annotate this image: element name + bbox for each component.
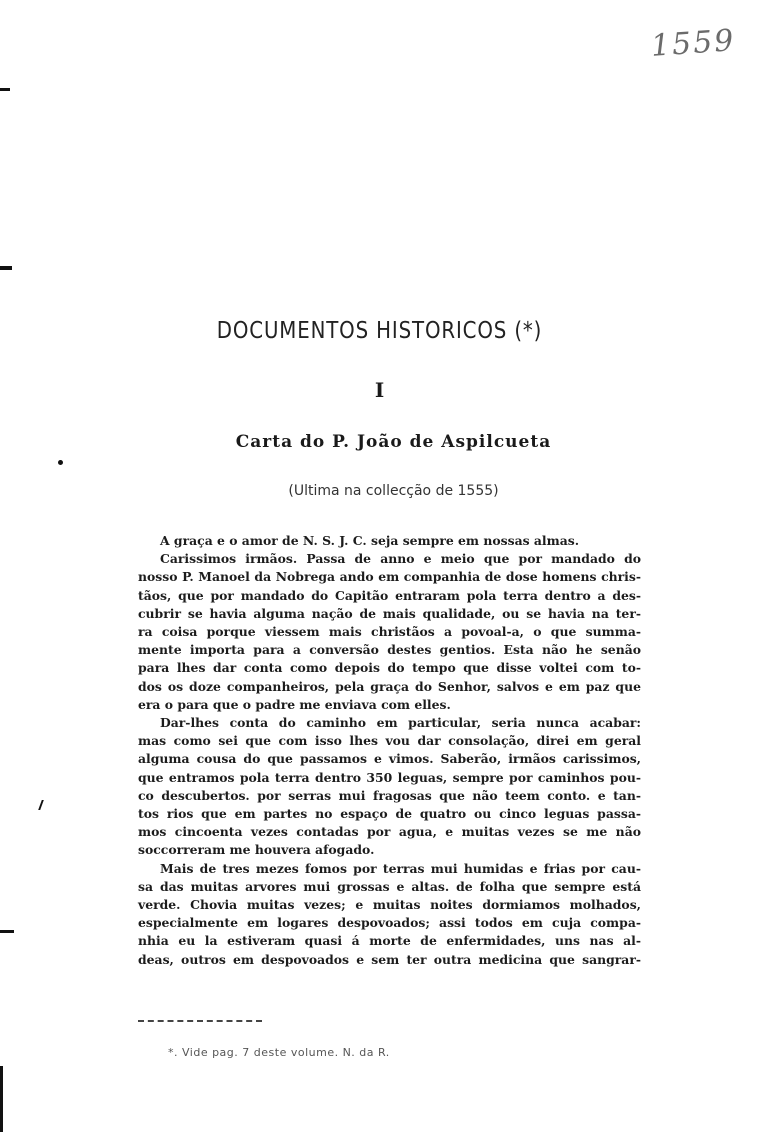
text-line: mas como sei que com isso lhes vou dar consolação, direi em geral: [138, 733, 641, 749]
text-line: dos os doze companheiros, pela graça do Senhor, salvos e em paz que: [138, 678, 641, 694]
text-line: para lhes dar conta como depois do tempo que disse voltei com to-: [138, 660, 641, 676]
text-line: nosso P. Manoel da Nobrega ando em companhia de dose homens chris-: [138, 569, 641, 585]
text-line: tos rios que em partes no espaço de quatro ou cinco leguas passa-: [138, 806, 641, 822]
text-line: soccorreram me houvera afogado.: [138, 842, 375, 858]
margin-mark: [0, 930, 14, 933]
text-line: mente importa para a conversão destes gentios. Esta não he senão: [138, 642, 641, 658]
section-numeral: I: [374, 378, 385, 402]
text-line: deas, outros em despovoados e sem ter outra medicina que sangrar-: [138, 951, 641, 967]
text-line: que entramos pola terra dentro 350 leguas, sempre por caminhos pou-: [138, 769, 641, 785]
text-line: Mais de tres mezes fomos por terras mui humidas e frias por cau-: [160, 860, 641, 876]
letter-heading: Carta do P. João de Aspilcueta: [235, 432, 552, 452]
handwritten-year-annotation: 1559: [649, 23, 737, 64]
letter-body: [138, 532, 641, 969]
margin-mark: [0, 266, 12, 270]
margin-mark: [58, 460, 63, 465]
text-line: Carissimos irmãos. Passa de anno e meio que por mandado do: [160, 551, 641, 567]
text-line: era o para que o padre me enviava com elles.: [138, 696, 451, 712]
margin-mark: [38, 800, 50, 810]
text-line: cubrir se havia alguma nação de mais qualidade, ou se havia na ter-: [138, 605, 641, 621]
page-title: DOCUMENTOS HISTORICOS (*): [216, 318, 543, 344]
collection-note: (Ultima na collecção de 1555): [288, 483, 499, 499]
text-line: ra coisa porque viessem mais christãos a povoal-a, o que summa-: [138, 624, 641, 640]
text-line: co descubertos. por serras mui fragosas que não teem conto. e tan-: [138, 787, 641, 803]
footnote: *. Vide pag. 7 deste volume. N. da R.: [168, 1046, 390, 1059]
margin-mark: [0, 1066, 3, 1132]
margin-mark: [0, 88, 10, 91]
text-line: alguma cousa do que passamos e vimos. Saberão, irmãos carissimos,: [138, 751, 641, 767]
text-line: mos cincoenta vezes contadas por agua, e muitas vezes se me não: [138, 824, 641, 840]
text-line: A graça e o amor de N. S. J. C. seja sempre em nossas almas.: [160, 533, 580, 548]
text-line: nhia eu la estiveram quasi á morte de enfermidades, uns nas al-: [138, 933, 641, 949]
text-line: verde. Chovia muitas vezes; e muitas noites dormiamos molhados,: [138, 897, 641, 913]
footnote-rule: [138, 1020, 262, 1022]
text-line: tãos, que por mandado do Capitão entraram pola terra dentro a des-: [138, 587, 641, 603]
text-line: Dar-lhes conta do caminho em particular, seria nunca acabar:: [160, 715, 641, 731]
text-line: especialmente em logares despovoados; assi todos em cuja compa-: [138, 915, 641, 931]
text-line: sa das muitas arvores mui grossas e altas. de folha que sempre está: [138, 878, 641, 894]
